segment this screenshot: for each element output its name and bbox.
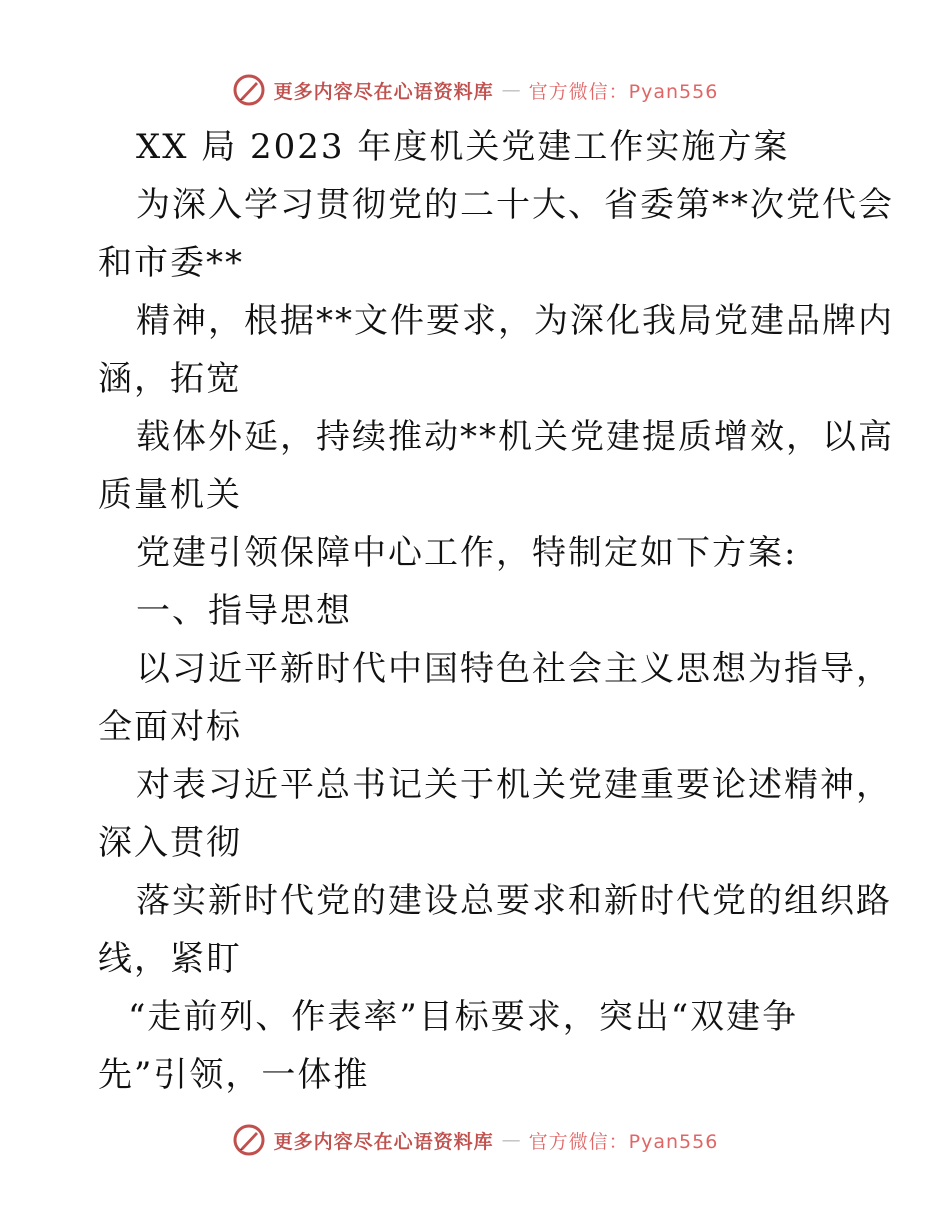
- paragraph-line: 落实新时代党的建设总要求和新时代党的组织路: [136, 881, 892, 921]
- watermark-contact: 官方微信：Pyan556: [528, 80, 719, 103]
- paragraph-line: 全面对标: [98, 707, 242, 747]
- paragraph-line: 对表习近平总书记关于机关党建重要论述精神，: [136, 765, 892, 805]
- watermark-separator: —: [501, 1129, 521, 1151]
- paragraph-line: 先”引领，一体推: [98, 1055, 370, 1095]
- paragraph-line: 深入贯彻: [98, 823, 242, 863]
- watermark-brand: 更多内容尽在心语资料库: [273, 80, 494, 103]
- paragraph-line: 线，紧盯: [98, 939, 242, 979]
- quill-logo-icon: [232, 73, 266, 107]
- paragraph-line: “走前列、作表率”目标要求，突出“双建争: [128, 997, 799, 1037]
- paragraph-line: 精神，根据**文件要求，为深化我局党建品牌内: [136, 301, 894, 341]
- paragraph-line: 和市委**: [98, 243, 244, 283]
- watermark-separator: —: [501, 79, 521, 101]
- paragraph-line: 为深入学习贯彻党的二十大、省委第**次党代会: [136, 185, 894, 225]
- watermark-contact: 官方微信：Pyan556: [528, 1130, 719, 1153]
- header-watermark: [0, 70, 950, 110]
- section-heading: 一、指导思想: [136, 591, 352, 631]
- document-title: XX 局 2023 年度机关党建工作实施方案: [136, 127, 790, 167]
- paragraph-line: 载体外延，持续推动**机关党建提质增效，以高: [136, 417, 894, 457]
- watermark-brand: 更多内容尽在心语资料库: [273, 1130, 494, 1153]
- paragraph-line: 质量机关: [98, 475, 242, 515]
- quill-logo-icon: [232, 1123, 266, 1157]
- footer-watermark: [0, 1120, 950, 1160]
- paragraph-line: 党建引领保障中心工作，特制定如下方案:: [136, 533, 798, 573]
- paragraph-line: 涵，拓宽: [98, 359, 242, 399]
- paragraph-line: 以习近平新时代中国特色社会主义思想为指导，: [136, 649, 892, 689]
